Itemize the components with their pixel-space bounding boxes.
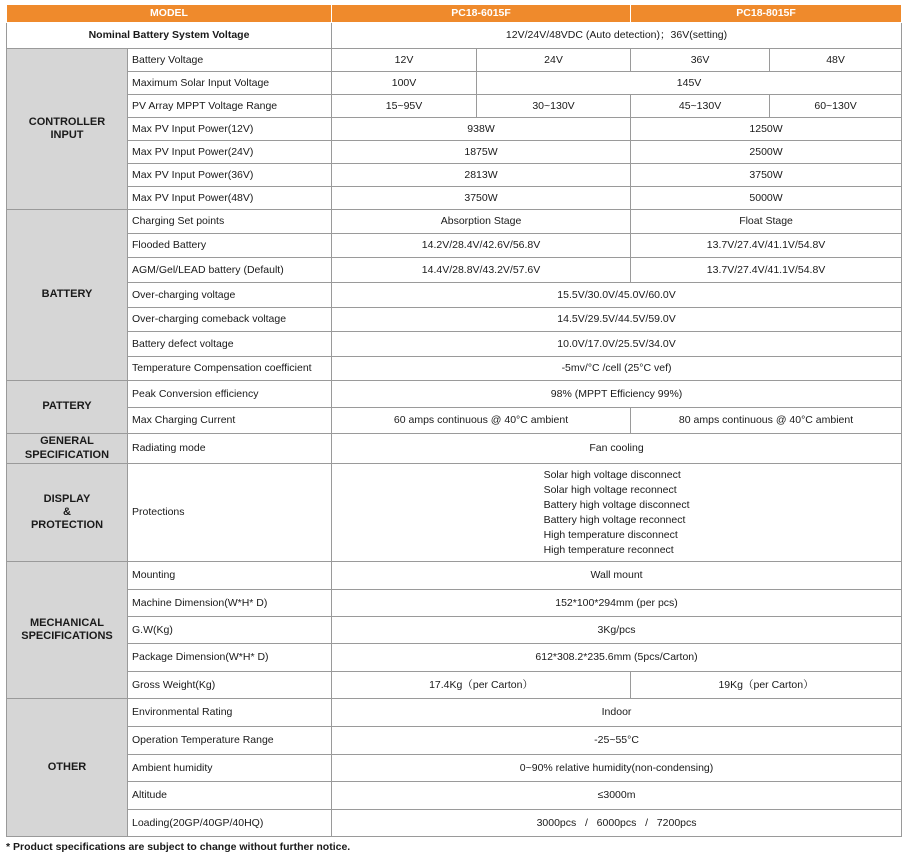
cell-value: 145V [477, 72, 902, 95]
row-label: Temperature Compensation coefficient [128, 357, 332, 381]
cell-value: 152*100*294mm (per pcs) [332, 590, 902, 617]
row-label: Max PV Input Power(12V) [128, 118, 332, 141]
protection-item: High temperature reconnect [543, 543, 674, 556]
cell-value: 10.0V/17.0V/25.5V/34.0V [332, 332, 902, 357]
footnote: * Product specifications are subject to change without further notice. [6, 841, 351, 853]
cell-value: 3750W [631, 164, 902, 187]
row-label: Environmental Rating [128, 699, 332, 727]
cell-value: 13.7V/27.4V/41.1V/54.8V [631, 258, 902, 283]
power-row [7, 118, 902, 141]
cell-value: 14.5V/29.5V/44.5V/59.0V [332, 308, 902, 332]
cell-value: Indoor [332, 699, 902, 727]
nominal-row [7, 23, 902, 49]
cell-value: 938W [332, 118, 631, 141]
row-label: Over-charging voltage [128, 283, 332, 308]
dimension-row [7, 590, 902, 617]
flooded-row [7, 234, 902, 258]
efficiency-row [7, 381, 902, 408]
category-line: MECHANICAL [30, 616, 104, 629]
row-label: Max Charging Current [128, 408, 332, 434]
cell-value: 0~90% relative humidity(non-condensing) [332, 755, 902, 782]
max-current-row [7, 408, 902, 434]
row-label: Peak Conversion efficiency [128, 381, 332, 408]
max-solar-row [7, 72, 902, 95]
cell-value: Wall mount [332, 562, 902, 590]
model-b-header: PC18-8015F [631, 5, 902, 23]
mounting-row [7, 562, 902, 590]
category-line: SPECIFICATIONS [21, 630, 113, 642]
comeback-row [7, 308, 902, 332]
row-label: Radiating mode [128, 434, 332, 464]
row-label: Flooded Battery [128, 234, 332, 258]
cell-value: 60~130V [770, 95, 902, 118]
cell-value: 12V [332, 49, 477, 72]
row-label: Altitude [128, 782, 332, 810]
nominal-value: 12V/24V/48VDC (Auto detection)；36V(setting) [332, 23, 902, 49]
row-label: Charging Set points [128, 210, 332, 234]
category-line: DISPLAY [43, 492, 91, 505]
category-line: INPUT [50, 129, 84, 141]
power-row [7, 187, 902, 210]
cell-value: Float Stage [631, 210, 902, 234]
protection-item: Battery high voltage reconnect [543, 513, 686, 526]
cell-value: 24V [477, 49, 631, 72]
package-row [7, 644, 902, 672]
category-other: OTHER [7, 699, 128, 837]
row-label: Operation Temperature Range [128, 727, 332, 755]
loading-row [7, 810, 902, 837]
spec-sheet [6, 4, 901, 837]
cell-value: 17.4Kg（per Carton） [332, 672, 631, 699]
cell-value: 3000pcs / 6000pcs / 7200pcs [332, 810, 902, 837]
spec-table [6, 4, 902, 837]
cell-value: 3Kg/pcs [332, 617, 902, 644]
category-general [7, 434, 128, 464]
row-label: Mounting [128, 562, 332, 590]
cell-value: -25~55°C [332, 727, 902, 755]
category-line: & [63, 505, 71, 518]
setpoints-row [7, 210, 902, 234]
row-label: Battery Voltage [128, 49, 332, 72]
row-label: Battery defect voltage [128, 332, 332, 357]
cell-value: 2813W [332, 164, 631, 187]
model-a-header: PC18-6015F [332, 5, 631, 23]
protections-list [332, 464, 902, 562]
cell-value: 14.2V/28.4V/42.6V/56.8V [332, 234, 631, 258]
gross-row [7, 672, 902, 699]
protection-item: Solar high voltage reconnect [543, 483, 677, 496]
row-label: PV Array MPPT Voltage Range [128, 95, 332, 118]
agm-row [7, 258, 902, 283]
altitude-row [7, 782, 902, 810]
cell-value: ≤3000m [332, 782, 902, 810]
header-row [7, 5, 902, 23]
cell-value: 45~130V [631, 95, 770, 118]
row-label: Over-charging comeback voltage [128, 308, 332, 332]
row-label: G.W(Kg) [128, 617, 332, 644]
op-temp-row [7, 727, 902, 755]
row-label: Ambient humidity [128, 755, 332, 782]
cell-value: 80 amps continuous @ 40°C ambient [631, 408, 902, 434]
overcharge-row [7, 283, 902, 308]
cell-value: 48V [770, 49, 902, 72]
row-label: Gross Weight(Kg) [128, 672, 332, 699]
gw-row [7, 617, 902, 644]
cell-value: 612*308.2*235.6mm (5pcs/Carton) [332, 644, 902, 672]
category-line: CONTROLLER [28, 115, 106, 128]
protection-item: High temperature disconnect [543, 528, 678, 541]
model-header: MODEL [7, 5, 332, 23]
row-label: Package Dimension(W*H* D) [128, 644, 332, 672]
nominal-label: Nominal Battery System Voltage [7, 23, 332, 49]
row-label: Maximum Solar Input Voltage [128, 72, 332, 95]
category-pattery: PATTERY [7, 381, 128, 434]
category-mechanical [7, 562, 128, 699]
battery-voltage-row [7, 49, 902, 72]
cell-value: 19Kg（per Carton） [631, 672, 902, 699]
cell-value: 98% (MPPT Efficiency 99%) [332, 381, 902, 408]
defect-row [7, 332, 902, 357]
cell-value: 3750W [332, 187, 631, 210]
category-line: GENERAL [40, 435, 94, 448]
row-label: Loading(20GP/40GP/40HQ) [128, 810, 332, 837]
row-label: AGM/Gel/LEAD battery (Default) [128, 258, 332, 283]
cell-value: 1875W [332, 141, 631, 164]
radiating-row [7, 434, 902, 464]
cell-value: 30~130V [477, 95, 631, 118]
cell-value: 100V [332, 72, 477, 95]
env-row [7, 699, 902, 727]
cell-value: -5mv/°C /cell (25°C vef) [332, 357, 902, 381]
category-controller-input [7, 49, 128, 210]
row-label: Max PV Input Power(48V) [128, 187, 332, 210]
humidity-row [7, 755, 902, 782]
protections-row [7, 464, 902, 562]
category-battery: BATTERY [7, 210, 128, 381]
cell-value: 15~95V [332, 95, 477, 118]
cell-value: 60 amps continuous @ 40°C ambient [332, 408, 631, 434]
cell-value: Absorption Stage [332, 210, 631, 234]
cell-value: 13.7V/27.4V/41.1V/54.8V [631, 234, 902, 258]
protection-item: Battery high voltage disconnect [543, 498, 690, 511]
row-label: Protections [128, 464, 332, 562]
cell-value: 5000W [631, 187, 902, 210]
cell-value: 14.4V/28.8V/43.2V/57.6V [332, 258, 631, 283]
category-line: PROTECTION [30, 519, 104, 532]
power-row [7, 164, 902, 187]
cell-value: Fan cooling [332, 434, 902, 464]
row-label: Max PV Input Power(36V) [128, 164, 332, 187]
category-display-protection [7, 464, 128, 562]
cell-value: 1250W [631, 118, 902, 141]
row-label: Machine Dimension(W*H* D) [128, 590, 332, 617]
temp-comp-row [7, 357, 902, 381]
mppt-range-row [7, 95, 902, 118]
cell-value: 2500W [631, 141, 902, 164]
category-line: SPECIFICATION [24, 448, 110, 461]
cell-value: 15.5V/30.0V/45.0V/60.0V [332, 283, 902, 308]
cell-value: 36V [631, 49, 770, 72]
power-row [7, 141, 902, 164]
protection-item: Solar high voltage disconnect [543, 468, 681, 481]
row-label: Max PV Input Power(24V) [128, 141, 332, 164]
